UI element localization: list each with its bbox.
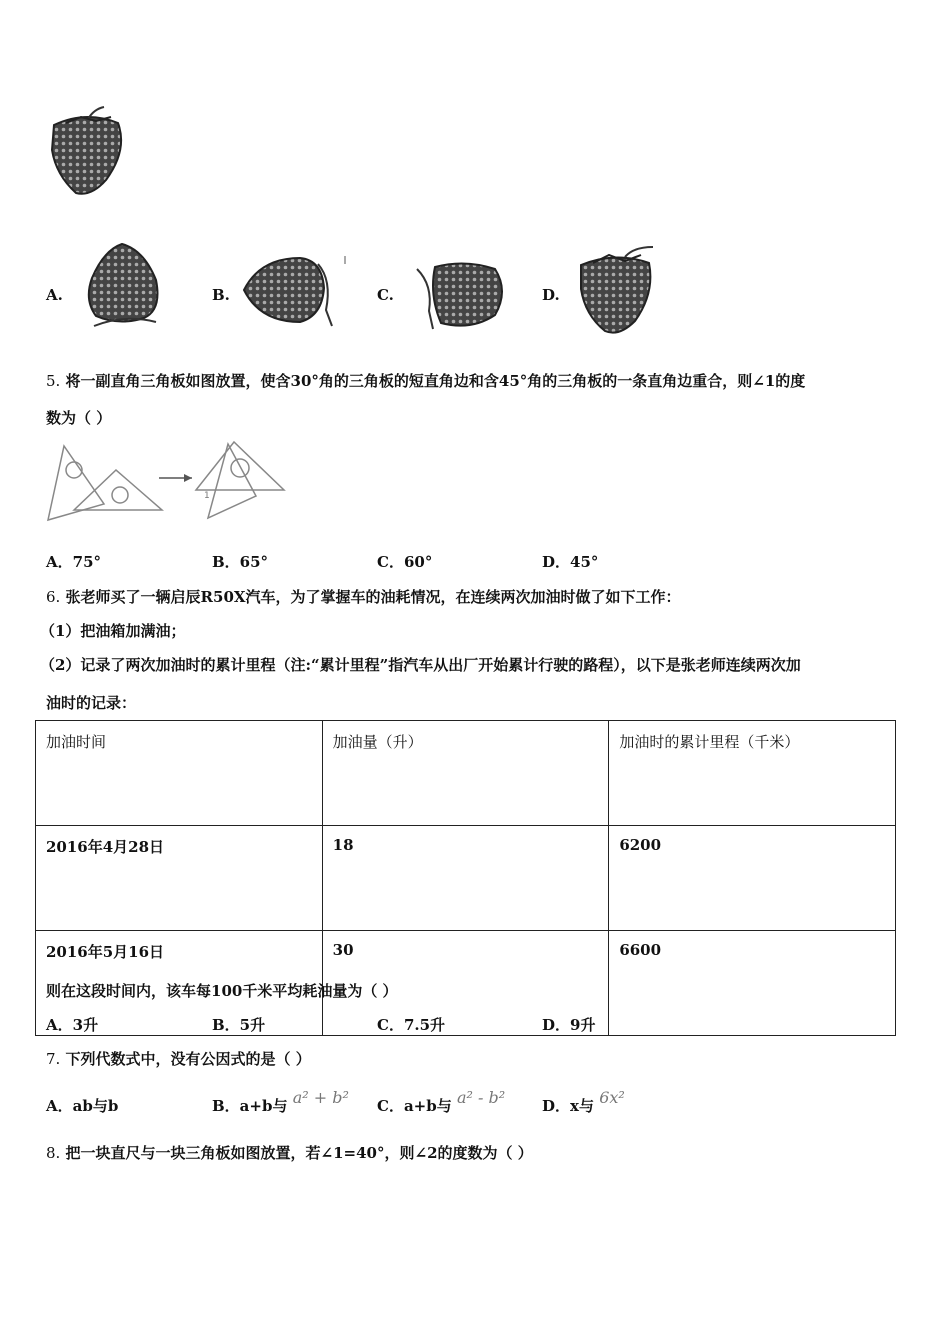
table-cell: 18	[322, 826, 609, 931]
q7-option-c-math: a² - b²	[456, 1088, 506, 1107]
q6-step2-line2: 油时的记录：	[46, 694, 137, 712]
q6-option-d[interactable]: D．9升	[542, 1016, 596, 1034]
q4-option-c[interactable]: C.	[377, 286, 394, 304]
table-header-row	[36, 721, 896, 826]
q7-question-line	[46, 1048, 311, 1069]
q5-option-c[interactable]: C．60°	[377, 553, 433, 571]
q4-option-d[interactable]: D.	[542, 286, 560, 304]
q7-option-d[interactable]	[542, 1088, 625, 1116]
q5-question-line2: 数为（ ）	[46, 409, 112, 427]
q7-option-b-math: a² + b²	[292, 1088, 349, 1107]
q6-number: 6.	[46, 588, 61, 606]
q5-option-a[interactable]: A．75°	[46, 553, 102, 571]
table-cell: 2016年4月28日	[36, 826, 323, 931]
q7-option-d-text: D．x与	[542, 1097, 594, 1115]
q7-option-b[interactable]	[212, 1088, 349, 1116]
q5-option-d[interactable]: D．45°	[542, 553, 599, 571]
q6-question-line1	[46, 586, 681, 607]
q7-question-text: 下列代数式中，没有公因式的是（ ）	[65, 1050, 311, 1068]
table-cell: 6600	[609, 931, 896, 1036]
q5-number: 5.	[46, 372, 61, 390]
q4-option-a[interactable]: A.	[46, 286, 63, 304]
table-row	[36, 826, 896, 931]
q7-option-c[interactable]	[377, 1088, 506, 1116]
q6-option-c[interactable]: C．7.5升	[377, 1016, 446, 1034]
strawberry-option-b-image	[240, 250, 350, 328]
strawberry-option-c-image	[415, 255, 510, 333]
q5-option-b[interactable]: B．65°	[212, 553, 269, 571]
q6-option-b[interactable]: B．5升	[212, 1016, 266, 1034]
q8-question-text: 把一块直尺与一块三角板如图放置，若∠1=40°，则∠2的度数为（ ）	[65, 1144, 533, 1162]
strawberry-main-image	[46, 105, 131, 200]
q7-option-a[interactable]: A．ab与b	[46, 1097, 119, 1115]
table-cell: 30	[322, 931, 609, 1036]
table-header-cell: 加油时的累计里程（千米）	[609, 721, 896, 826]
q6-step2-line1: （2）记录了两次加油时的累计里程（注:“累计里程”指汽车从出厂开始累计行驶的路程），以下是张老师连续两次加	[40, 656, 801, 674]
q7-number: 7.	[46, 1050, 61, 1068]
q7-option-c-text: C．a+b与	[377, 1097, 452, 1115]
q7-option-b-text: B．a+b与	[212, 1097, 288, 1115]
q6-question-text: 张老师买了一辆启辰R50X汽车，为了掌握车的油耗情况，在连续两次加油时做了如下工作：	[65, 588, 681, 606]
q6-step1: （1）把油箱加满油；	[40, 622, 186, 640]
triangle-set-squares-figure	[44, 438, 294, 522]
q5-question-line1	[46, 370, 805, 391]
q5-question-text: 将一副直角三角板如图放置，使含30°角的三角板的短直角边和含45°角的三角板的一条直角边重合，则∠1的度	[65, 372, 806, 390]
strawberry-option-d-image	[575, 243, 660, 338]
q7-option-d-math: 6x²	[599, 1088, 625, 1107]
table-header-cell: 加油时间	[36, 721, 323, 826]
q6-option-a[interactable]: A．3升	[46, 1016, 99, 1034]
table-header-cell: 加油量（升）	[322, 721, 609, 826]
q8-number: 8.	[46, 1144, 61, 1162]
table-cell: 6200	[609, 826, 896, 931]
q4-option-b[interactable]: B.	[212, 286, 230, 304]
q6-question-ask: 则在这段时间内，该车每100千米平均耗油量为（ ）	[46, 982, 398, 1000]
strawberry-option-a-image	[84, 240, 164, 332]
q8-question-line	[46, 1142, 533, 1163]
angle-1-label: 1	[204, 491, 210, 501]
table-cell: 2016年5月16日	[36, 931, 323, 1036]
